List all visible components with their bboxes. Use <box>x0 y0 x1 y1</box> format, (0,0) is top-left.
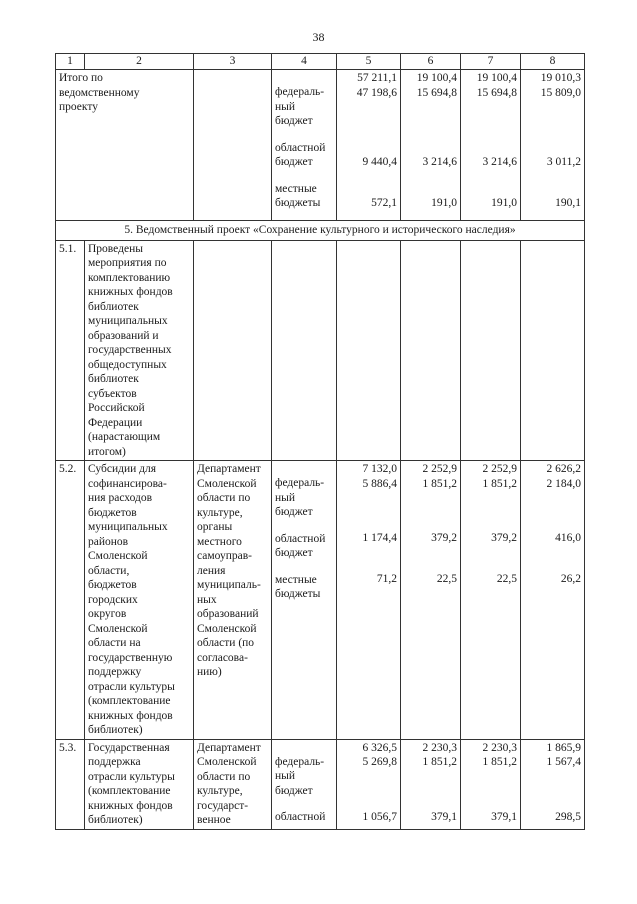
text-line: образований и <box>88 329 159 342</box>
text-line: бюджет <box>275 115 313 127</box>
local-budget-label <box>275 182 333 211</box>
column-number: 7 <box>461 54 521 70</box>
value: 19 100,4 <box>416 72 457 84</box>
text-line: культуре, <box>197 506 243 519</box>
value-cell <box>521 739 585 829</box>
section-title-row <box>56 221 585 241</box>
value: 19 010,3 <box>540 72 581 84</box>
value: 1 567,4 <box>546 756 581 768</box>
value-cell <box>337 70 401 221</box>
value: 2 252,9 <box>422 463 457 475</box>
value: 5 886,4 <box>362 477 397 490</box>
text-line: мероприятия по <box>88 257 167 269</box>
executor-cell <box>194 739 272 829</box>
value: 572,1 <box>371 196 397 209</box>
text-line: Смоленской <box>197 756 257 768</box>
text-line: бюджет <box>275 506 313 518</box>
value: 15 809,0 <box>540 86 581 99</box>
value: 1 056,7 <box>362 810 397 823</box>
value: 298,5 <box>555 810 581 823</box>
text-line: государственных <box>88 344 172 356</box>
text-line: местного <box>197 535 242 548</box>
value-cell <box>337 739 401 829</box>
total-row <box>56 70 585 221</box>
text-line: Смоленской <box>88 550 148 562</box>
text-line: Субсидии для <box>88 463 157 475</box>
value: 379,1 <box>491 810 517 823</box>
text-line: области по <box>197 492 251 504</box>
value: 2 252,9 <box>482 463 517 475</box>
text-line: областной <box>275 811 326 823</box>
value: 2 184,0 <box>546 477 581 490</box>
text-line: местные <box>275 573 317 586</box>
value: 379,2 <box>491 532 517 544</box>
value-cell <box>521 461 585 740</box>
value: 3 011,2 <box>546 156 581 168</box>
text-line: (нарастающим <box>88 431 161 443</box>
text-line: ведомственному <box>59 86 140 99</box>
text-line: библиотек) <box>88 814 143 826</box>
source-cell <box>272 461 337 740</box>
text-line: (комплектование <box>88 785 171 797</box>
value: 15 694,8 <box>476 86 517 99</box>
text-line: органы <box>197 521 233 533</box>
value: 2 230,3 <box>422 741 457 754</box>
text-line: Департамент <box>197 463 261 475</box>
row-description <box>85 739 194 829</box>
value: 191,0 <box>491 196 517 209</box>
value: 1 174,4 <box>362 532 397 544</box>
text-line: отрасли культуры <box>88 770 175 783</box>
source-cell <box>272 70 337 221</box>
value: 26,2 <box>560 572 581 585</box>
row-number: 5.3. <box>56 739 85 829</box>
value: 22,5 <box>496 572 517 585</box>
text-line: библиотек) <box>88 724 143 736</box>
text-line: Смоленской <box>197 622 257 635</box>
value-cell <box>461 739 521 829</box>
section-title: 5. Ведомственный проект «Сохранение культурного и исторического наследия» <box>56 221 585 241</box>
text-line: местные <box>275 182 317 195</box>
regional-budget-label <box>275 141 333 170</box>
text-line: Российской <box>88 402 145 414</box>
federal-budget-label <box>275 85 333 129</box>
value-cell <box>337 240 401 461</box>
text-line: книжных фондов <box>88 799 173 812</box>
total-label-text <box>59 71 190 115</box>
value: 22,5 <box>436 572 457 585</box>
regional-budget-label <box>275 810 333 825</box>
value: 6 326,5 <box>362 741 397 754</box>
text-line: книжных фондов <box>88 709 173 722</box>
value-cell <box>461 70 521 221</box>
value: 1 851,2 <box>482 477 517 490</box>
value-cell <box>337 461 401 740</box>
text-line: муниципальных <box>88 315 168 327</box>
executor-cell <box>194 461 272 740</box>
text-line: округов <box>88 608 127 620</box>
text-line: отрасли культуры <box>88 680 175 693</box>
text-line: ления <box>197 564 226 577</box>
text-line: библиотек <box>88 300 139 313</box>
column-number: 5 <box>337 54 401 70</box>
column-number: 8 <box>521 54 585 70</box>
executor-cell <box>194 240 272 461</box>
source-cell <box>272 240 337 461</box>
value: 57 211,1 <box>357 72 397 84</box>
column-number: 1 <box>56 54 85 70</box>
text-line: Итого по <box>59 72 103 84</box>
text-line: муниципальных <box>88 521 168 533</box>
budget-table <box>55 53 585 830</box>
text-line: проекту <box>59 101 98 113</box>
text-line: федераль- <box>275 477 325 489</box>
text-line: области (по <box>197 637 255 649</box>
total-label <box>56 70 194 221</box>
source-cell <box>272 739 337 829</box>
column-number-row <box>56 54 585 70</box>
text-line: нию) <box>197 666 222 678</box>
value-cell <box>521 240 585 461</box>
text-line: бюджет <box>275 156 313 168</box>
value: 71,2 <box>376 572 397 585</box>
column-number: 6 <box>401 54 461 70</box>
text-line: ный <box>275 100 296 113</box>
table-row-5-3 <box>56 739 585 829</box>
text-line: государственную <box>88 651 173 664</box>
text-line: софинансирова- <box>88 477 167 490</box>
text-line: области, <box>88 564 130 577</box>
value: 416,0 <box>555 532 581 544</box>
text-line: субъектов <box>88 387 137 400</box>
federal-budget-label <box>275 476 333 520</box>
value: 47 198,6 <box>356 86 397 99</box>
value: 9 440,4 <box>362 156 397 168</box>
text-line: Проведены <box>88 242 143 255</box>
value: 1 851,2 <box>422 756 457 768</box>
text-line: бюджет <box>275 547 313 559</box>
value: 1 851,2 <box>422 477 457 490</box>
value: 379,1 <box>431 810 457 823</box>
text-line: бюджетов <box>88 506 137 519</box>
row-description <box>85 240 194 461</box>
text-line: библиотек <box>88 373 139 385</box>
value: 5 269,8 <box>362 756 397 768</box>
text-line: области по <box>197 770 251 783</box>
text-line: муниципаль- <box>197 579 261 591</box>
table-row-5-2 <box>56 461 585 740</box>
text-line: образований <box>197 608 259 620</box>
text-line: ния расходов <box>88 492 153 504</box>
text-line: Смоленской <box>88 622 148 635</box>
text-line: ных <box>197 593 217 606</box>
column-number: 2 <box>85 54 194 70</box>
row-description <box>85 461 194 740</box>
text-line: областной <box>275 532 326 545</box>
value: 2 626,2 <box>546 463 581 475</box>
text-line: итогом) <box>88 445 126 458</box>
value: 379,2 <box>431 532 457 544</box>
table-row-5-1 <box>56 240 585 461</box>
text-line: (комплектование <box>88 695 171 707</box>
row-number: 5.1. <box>56 240 85 461</box>
text-line: областной <box>275 141 326 154</box>
column-number: 3 <box>194 54 272 70</box>
federal-budget-label <box>275 755 333 799</box>
text-line: Федерации <box>88 416 143 429</box>
page-number: 38 <box>312 30 325 44</box>
text-line: культуре, <box>197 785 243 797</box>
text-line: бюджеты <box>275 588 321 600</box>
value-cell <box>521 70 585 221</box>
value: 190,1 <box>555 196 581 209</box>
value-cell <box>461 240 521 461</box>
text-line: городских <box>88 593 138 606</box>
value: 7 132,0 <box>362 463 397 475</box>
value: 2 230,3 <box>482 741 517 754</box>
text-line: районов <box>88 535 129 548</box>
text-line: Департамент <box>197 741 261 754</box>
text-line: книжных фондов <box>88 286 173 298</box>
text-line: самоуправ- <box>197 550 252 562</box>
executor-cell <box>194 70 272 221</box>
text-line: бюджетов <box>88 579 137 591</box>
column-number: 4 <box>272 54 337 70</box>
value-cell <box>401 461 461 740</box>
text-line: бюджеты <box>275 197 321 209</box>
text-line: поддержка <box>88 756 141 768</box>
text-line: комплектованию <box>88 271 171 284</box>
value: 191,0 <box>431 196 457 209</box>
value-cell <box>401 70 461 221</box>
text-line: федераль- <box>275 755 325 768</box>
value: 1 851,2 <box>482 756 517 768</box>
value: 3 214,6 <box>482 156 517 168</box>
text-line: общедоступных <box>88 358 167 371</box>
value-cell <box>461 461 521 740</box>
text-line: согласова- <box>197 651 248 664</box>
regional-budget-label <box>275 532 333 561</box>
text-line: венное <box>197 814 231 826</box>
text-line: Смоленской <box>197 477 257 490</box>
text-line: государст- <box>197 799 249 812</box>
text-line: ный <box>275 491 296 504</box>
value-cell <box>401 240 461 461</box>
value: 15 694,8 <box>416 86 457 99</box>
text-line: Государственная <box>88 741 170 754</box>
value: 3 214,6 <box>422 156 457 168</box>
value: 1 865,9 <box>546 741 581 754</box>
row-number: 5.2. <box>56 461 85 740</box>
text-line: ный <box>275 770 296 782</box>
local-budget-label <box>275 573 333 602</box>
text-line: поддержку <box>88 666 142 678</box>
text-line: федераль- <box>275 86 325 98</box>
value-cell <box>401 739 461 829</box>
value: 19 100,4 <box>476 72 517 84</box>
text-line: бюджет <box>275 784 313 797</box>
text-line: области на <box>88 637 141 649</box>
